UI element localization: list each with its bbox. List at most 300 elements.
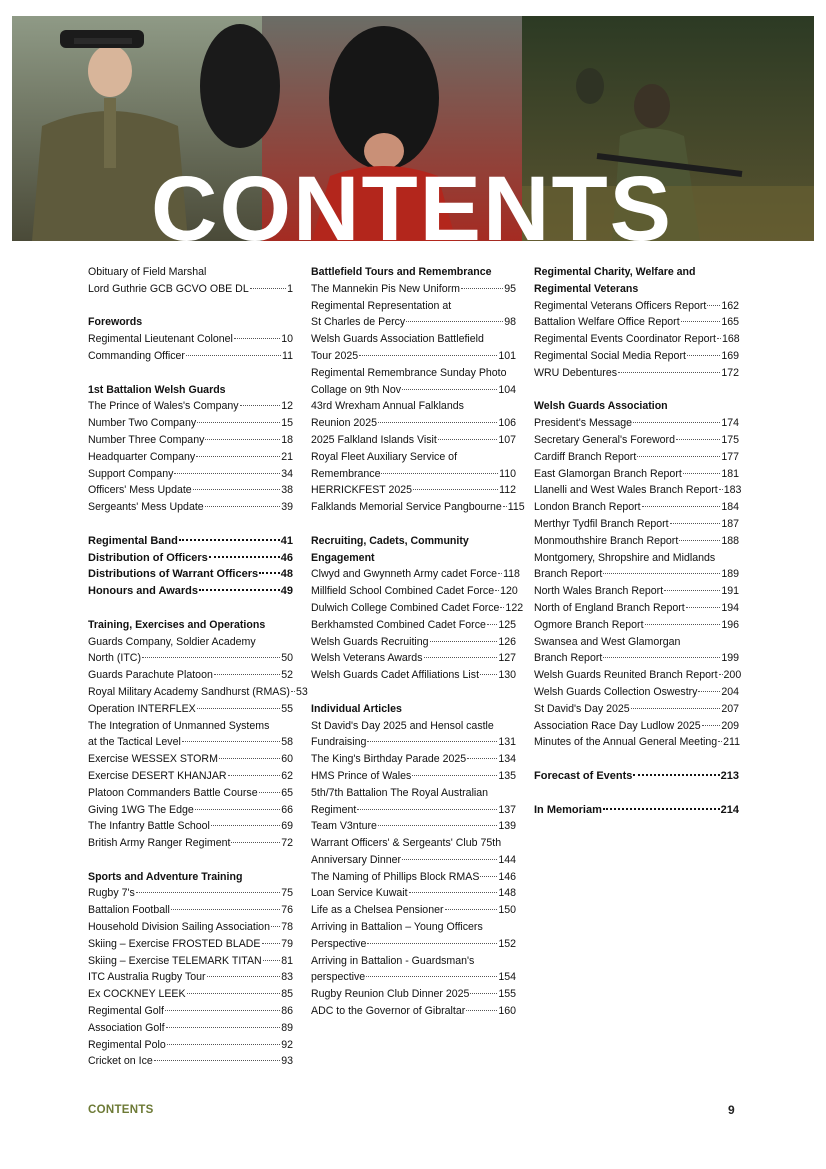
toc-entry-title: North of England Branch Report <box>534 601 685 614</box>
toc-entry-line: Montgomery, Shropshire and Midlands <box>534 551 716 564</box>
toc-entry <box>311 314 516 331</box>
section-heading: Recruiting, Cadets, Community <box>311 534 469 547</box>
dot-leader <box>438 439 497 440</box>
toc-entry-title: Reunion 2025 <box>311 417 377 430</box>
toc-page-number: 137 <box>498 803 516 816</box>
toc-page-number: 144 <box>498 853 516 866</box>
spacer <box>88 298 293 315</box>
toc-page-number: 135 <box>498 769 516 782</box>
toc-entry <box>88 348 293 365</box>
dot-leader <box>167 1044 280 1045</box>
toc-page-number: 69 <box>281 820 293 833</box>
toc-entry-title: Ex COCKNEY LEEK <box>88 988 186 1001</box>
toc-column-3 <box>534 264 742 818</box>
toc-entry <box>88 449 293 466</box>
toc-page-number: 207 <box>721 702 739 715</box>
toc-entry-title: HERRICKFEST 2025 <box>311 484 413 497</box>
dot-leader <box>498 573 502 574</box>
toc-entry <box>534 466 739 483</box>
toc-entry <box>311 499 525 516</box>
toc-entry-title: The Mannekin Pis New Uniform <box>311 282 460 295</box>
toc-entry-line: Swansea and West Glamorgan <box>534 635 681 648</box>
dot-leader <box>171 909 280 910</box>
toc-entry-title: Association Golf <box>88 1021 165 1034</box>
toc-page-number: 110 <box>499 467 516 480</box>
dot-leader <box>719 674 723 675</box>
toc-page-number: 115 <box>507 501 525 514</box>
page-number: 9 <box>728 1103 735 1117</box>
dot-leader <box>603 573 720 574</box>
toc-page-number: 199 <box>721 652 739 665</box>
toc-entry-title: St Charles de Percy <box>311 316 406 329</box>
toc-page-number: 75 <box>281 887 293 900</box>
toc-entry-title: Regiment <box>311 803 357 816</box>
toc-entry-title: Battalion Football <box>88 904 170 917</box>
toc-entry-title: Welsh Guards Collection Oswestry <box>534 685 698 698</box>
toc-page-number: 12 <box>281 400 293 413</box>
toc-entry <box>311 281 516 298</box>
toc-page-number: 1 <box>287 282 293 295</box>
toc-entry <box>311 432 516 449</box>
toc-entry-title: Association Race Day Ludlow 2025 <box>534 719 701 732</box>
toc-entry <box>88 919 293 936</box>
toc-page-number: 78 <box>281 921 293 934</box>
toc-entry <box>88 533 293 550</box>
toc-page-number: 214 <box>720 803 739 816</box>
toc-entry <box>311 667 516 684</box>
toc-entry-title: Team V3nture <box>311 820 377 833</box>
toc-entry <box>534 516 739 533</box>
toc-entry <box>88 768 293 785</box>
toc-entry <box>88 785 293 802</box>
dot-leader <box>413 489 498 490</box>
toc-entry <box>311 936 516 953</box>
toc-entry <box>534 365 739 382</box>
dot-leader <box>487 624 497 625</box>
toc-entry-title: Number Two Company <box>88 417 197 430</box>
toc-entry <box>534 432 739 449</box>
toc-entry <box>311 600 524 617</box>
toc-entry <box>534 718 739 735</box>
toc-page-number: 89 <box>281 1021 293 1034</box>
toc-entry-title: Millfield School Combined Cadet Force <box>311 585 495 598</box>
toc-entry-title: Secretary General's Foreword <box>534 433 675 446</box>
toc-entry <box>311 818 516 835</box>
toc-entry <box>88 701 293 718</box>
section-heading: Sports and Adventure Training <box>88 870 243 883</box>
page-title: CONTENTS <box>151 158 673 241</box>
toc-entry-title: In Memoriam <box>534 803 602 816</box>
dot-leader <box>357 809 497 810</box>
toc-entry <box>88 936 293 953</box>
toc-page-number: 38 <box>281 484 293 497</box>
dot-leader <box>196 456 280 457</box>
toc-page-number: 65 <box>281 786 293 799</box>
toc-entry-line: The Integration of Unmanned Systems <box>88 719 270 732</box>
dot-leader <box>686 607 721 608</box>
section-heading: Individual Articles <box>311 702 402 715</box>
toc-page-number: 53 <box>295 685 308 698</box>
toc-entry <box>534 415 739 432</box>
toc-entry <box>534 566 739 583</box>
toc-entry <box>534 734 739 751</box>
dot-leader <box>359 355 497 356</box>
dot-leader <box>271 926 280 927</box>
footer-section-title: CONTENTS <box>88 1104 154 1116</box>
toc-page-number: 177 <box>721 450 739 463</box>
toc-entry-line: Arriving in Battalion - Guardsman's <box>311 954 475 967</box>
toc-entry-title: Rugby Reunion Club Dinner 2025 <box>311 988 470 1001</box>
toc-entry <box>88 432 293 449</box>
toc-entry <box>311 482 516 499</box>
dot-leader <box>495 590 499 591</box>
toc-entry <box>311 634 516 651</box>
toc-entry <box>88 583 293 600</box>
toc-page-number: 106 <box>498 417 516 430</box>
dot-leader <box>207 976 281 977</box>
dot-leader <box>199 589 280 591</box>
toc-entry-title: ADC to the Governor of Gibraltar <box>311 1005 466 1018</box>
spacer <box>311 516 516 533</box>
toc-page-number: 83 <box>281 971 293 984</box>
toc-page-number: 34 <box>281 467 293 480</box>
dot-leader <box>402 859 497 860</box>
dot-leader <box>234 338 280 339</box>
toc-entry-line: 5th/7th Battalion The Royal Australian <box>311 786 489 799</box>
toc-page-number: 21 <box>281 450 293 463</box>
toc-entry <box>88 499 293 516</box>
dot-leader <box>186 355 281 356</box>
toc-page-number: 188 <box>721 534 739 547</box>
toc-page-number: 183 <box>723 484 742 497</box>
toc-entry-title: Skiing – Exercise FROSTED BLADE <box>88 937 261 950</box>
toc-entry-title: Headquarter Company <box>88 450 196 463</box>
toc-page-number: 60 <box>281 753 293 766</box>
toc-entry <box>311 885 516 902</box>
toc-entry <box>88 466 293 483</box>
dot-leader <box>707 305 720 306</box>
dot-leader <box>291 691 295 692</box>
dot-leader <box>631 708 721 709</box>
toc-entry-title: Honours and Awards <box>88 585 199 598</box>
dot-leader <box>378 825 497 826</box>
section-heading: Battlefield Tours and Remembrance <box>311 266 492 278</box>
toc-entry-title: Anniversary Dinner <box>311 853 402 866</box>
dot-leader <box>717 338 721 339</box>
toc-entry <box>534 768 739 785</box>
toc-entry-title: Remembrance <box>311 467 381 480</box>
toc-page-number: 41 <box>280 534 293 547</box>
toc-entry-title: Guards Parachute Platoon <box>88 669 213 682</box>
dot-leader <box>683 473 721 474</box>
toc-entry <box>534 499 739 516</box>
toc-entry-title: East Glamorgan Branch Report <box>534 467 682 480</box>
toc-page-number: 112 <box>499 484 516 497</box>
toc-entry-title: The King's Birthday Parade 2025 <box>311 753 467 766</box>
dot-leader <box>718 741 722 742</box>
toc-page-number: 104 <box>498 383 516 396</box>
dot-leader <box>179 539 280 541</box>
toc-page-number: 107 <box>498 433 516 446</box>
dot-leader <box>263 960 281 961</box>
toc-entry <box>311 852 516 869</box>
toc-entry <box>311 348 516 365</box>
toc-entry <box>88 281 293 298</box>
dot-leader <box>182 741 280 742</box>
toc-entry-title: Welsh Veterans Awards <box>311 652 423 665</box>
toc-entry-title: Cricket on Ice <box>88 1055 153 1068</box>
toc-entry-line: 43rd Wrexham Annual Falklands <box>311 400 464 413</box>
toc-page-number: 76 <box>281 904 293 917</box>
toc-page-number: 189 <box>721 568 739 581</box>
toc-entry-title: President's Message <box>534 417 633 430</box>
toc-page-number: 92 <box>281 1038 293 1051</box>
dot-leader <box>406 321 503 322</box>
toc-page-number: 85 <box>281 988 293 1001</box>
toc-entry-title: ITC Australia Rugby Tour <box>88 971 206 984</box>
toc-entry <box>311 802 516 819</box>
toc-entry <box>88 650 293 667</box>
dot-leader <box>500 607 504 608</box>
toc-entry <box>311 986 516 1003</box>
toc-entry <box>311 415 516 432</box>
toc-entry <box>534 348 739 365</box>
toc-page-number: 122 <box>505 601 524 614</box>
toc-entry-title: Life as a Chelsea Pensioner <box>311 904 444 917</box>
toc-entry-title: Regimental Social Media Report <box>534 349 686 362</box>
toc-entry <box>88 415 293 432</box>
dot-leader <box>193 489 281 490</box>
toc-page-number: 126 <box>498 635 516 648</box>
toc-entry-title: Welsh Guards Cadet Affiliations List <box>311 669 480 682</box>
section-heading: Forewords <box>88 316 143 329</box>
dot-leader <box>378 422 497 423</box>
toc-page-number: 66 <box>281 803 293 816</box>
toc-entry-title: Distribution of Officers <box>88 551 208 564</box>
toc-page-number: 174 <box>721 417 739 430</box>
dot-leader <box>250 288 286 289</box>
toc-entry <box>534 650 739 667</box>
dot-leader <box>367 943 497 944</box>
toc-entry <box>88 1053 293 1070</box>
spacer <box>534 382 739 399</box>
dot-leader <box>154 1060 280 1061</box>
toc-entry-title: Rugby 7's <box>88 887 135 900</box>
toc-entry <box>311 583 516 600</box>
toc-page-number: 120 <box>500 585 518 598</box>
toc-page-number: 172 <box>721 366 739 379</box>
toc-page-number: 72 <box>281 837 293 850</box>
toc-entry <box>311 768 516 785</box>
toc-entry <box>534 617 739 634</box>
spacer <box>88 600 293 617</box>
toc-entry-title: Exercise WESSEX STORM <box>88 753 218 766</box>
spacer <box>88 365 293 382</box>
toc-page-number: 200 <box>723 669 742 682</box>
dot-leader <box>618 372 720 373</box>
toc-entry-title: Regimental Lieutenant Colonel <box>88 333 233 346</box>
section-heading: 1st Battalion Welsh Guards <box>88 383 226 396</box>
toc-entry <box>534 449 739 466</box>
toc-page-number: 134 <box>498 753 516 766</box>
toc-entry <box>534 583 739 600</box>
toc-entry <box>534 802 739 819</box>
dot-leader <box>702 725 721 726</box>
toc-entry-title: at the Tactical Level <box>88 736 181 749</box>
dot-leader <box>645 624 721 625</box>
toc-entry <box>311 617 516 634</box>
dot-leader <box>670 523 721 524</box>
toc-entry-title: Royal Military Academy Sandhurst (RMAS) <box>88 685 290 698</box>
toc-entry-title: Fundraising <box>311 736 367 749</box>
toc-entry-title: Regimental Golf <box>88 1005 164 1018</box>
toc-entry <box>311 751 516 768</box>
dot-leader <box>166 1027 281 1028</box>
toc-page-number: 175 <box>721 433 739 446</box>
dot-leader <box>211 825 280 826</box>
toc-page-number: 130 <box>498 669 516 682</box>
toc-entry <box>88 835 293 852</box>
toc-page-number: 131 <box>498 736 516 749</box>
toc-entry <box>88 550 293 567</box>
toc-page-number: 81 <box>281 954 293 967</box>
dot-leader <box>366 976 497 977</box>
toc-entry-line: Warrant Officers' & Sergeants' Club 75th <box>311 837 502 850</box>
toc-entry <box>311 1003 516 1020</box>
toc-entry-title: Perspective <box>311 937 367 950</box>
toc-entry <box>534 331 739 348</box>
toc-page-number: 50 <box>281 652 293 665</box>
toc-page-number: 213 <box>720 769 739 782</box>
dot-leader <box>195 809 280 810</box>
dot-leader <box>197 708 280 709</box>
toc-page-number: 95 <box>504 282 516 295</box>
toc-entry-title: Dulwich College Combined Cadet Force <box>311 601 500 614</box>
dot-leader <box>240 405 281 406</box>
toc-page-number: 204 <box>721 685 739 698</box>
toc-entry-title: perspective <box>311 971 366 984</box>
section-heading: Engagement <box>311 551 375 564</box>
toc-entry <box>311 902 516 919</box>
toc-column-2 <box>311 264 525 1020</box>
toc-entry-title: Giving 1WG The Edge <box>88 803 194 816</box>
toc-entry-title: Regimental Polo <box>88 1038 166 1051</box>
toc-entry-title: 2025 Falkland Islands Visit <box>311 433 437 446</box>
toc-entry-title: The Naming of Phillips Block RMAS <box>311 870 480 883</box>
toc-entry <box>311 969 516 986</box>
toc-entry-title: Loan Service Kuwait <box>311 887 408 900</box>
toc-entry <box>88 1037 293 1054</box>
toc-page-number: 152 <box>498 937 516 950</box>
toc-entry <box>88 802 293 819</box>
toc-entry-title: Operation INTERFLEX <box>88 702 196 715</box>
toc-entry-title: Clwyd and Gwynneth Army cadet Force <box>311 568 498 581</box>
toc-page-number: 181 <box>721 467 739 480</box>
dot-leader <box>445 909 498 910</box>
dot-leader <box>209 556 280 558</box>
dot-leader <box>470 993 497 994</box>
toc-page-number: 168 <box>721 333 740 346</box>
dot-leader <box>719 489 723 490</box>
toc-page-number: 154 <box>498 971 516 984</box>
toc-page-number: 18 <box>281 433 293 446</box>
toc-entry <box>534 298 739 315</box>
toc-column-1 <box>88 264 308 1070</box>
toc-page-number: 118 <box>503 568 520 581</box>
toc-entry <box>311 650 516 667</box>
toc-entry-title: The Prince of Wales's Company <box>88 400 239 413</box>
toc-page-number: 209 <box>721 719 739 732</box>
dot-leader <box>381 473 498 474</box>
toc-page-number: 39 <box>281 501 293 514</box>
toc-page-number: 187 <box>721 517 739 530</box>
toc-page-number: 10 <box>281 333 293 346</box>
dot-leader <box>231 842 280 843</box>
toc-entry <box>88 969 293 986</box>
dot-leader <box>642 506 721 507</box>
toc-entry-title: HMS Prince of Wales <box>311 769 412 782</box>
spacer <box>534 751 739 768</box>
toc-entry-title: Collage on 9th Nov <box>311 383 402 396</box>
toc-entry <box>534 701 739 718</box>
toc-page-number: 150 <box>498 904 516 917</box>
toc-page-number: 162 <box>721 299 739 312</box>
toc-page-number: 101 <box>498 349 516 362</box>
dot-leader <box>228 775 281 776</box>
toc-entry-line: Welsh Guards Association Battlefield <box>311 333 484 346</box>
toc-page-number: 184 <box>721 501 739 514</box>
dot-leader <box>367 741 497 742</box>
toc-entry-title: Merthyr Tydfil Branch Report <box>534 517 669 530</box>
toc-entry <box>534 684 739 701</box>
dot-leader <box>461 288 503 289</box>
toc-entry-title: Cardiff Branch Report <box>534 450 637 463</box>
toc-entry <box>88 986 293 1003</box>
toc-entry-title: London Branch Report <box>534 501 641 514</box>
toc-entry-title: Forecast of Events <box>534 769 633 782</box>
dot-leader <box>503 506 507 507</box>
toc-entry-title: Officers' Mess Update <box>88 484 192 497</box>
dot-leader <box>136 892 280 893</box>
toc-entry-line: Guards Company, Soldier Academy <box>88 635 256 648</box>
spacer <box>88 516 293 533</box>
dot-leader <box>424 657 498 658</box>
toc-entry <box>311 382 516 399</box>
toc-entry-title: Commanding Officer <box>88 349 185 362</box>
toc-page-number: 11 <box>282 349 293 362</box>
toc-entry-title: Welsh Guards Recruiting <box>311 635 429 648</box>
toc-entry-title: Skiing – Exercise TELEMARK TITAN <box>88 954 262 967</box>
toc-page-number: 155 <box>498 988 516 1001</box>
dot-leader <box>603 657 720 658</box>
toc-entry-line: Royal Fleet Auxiliary Service of <box>311 450 458 463</box>
toc-entry <box>88 331 293 348</box>
toc-entry-title: Minutes of the Annual General Meeting <box>534 736 718 749</box>
toc-entry-title: Branch Report <box>534 652 603 665</box>
toc-entry-title: Regimental Band <box>88 534 178 547</box>
toc-entry <box>534 667 742 684</box>
toc-page-number: 58 <box>281 736 293 749</box>
toc-entry-title: The Infantry Battle School <box>88 820 210 833</box>
dot-leader <box>430 641 498 642</box>
toc-entry-title: Number Three Company <box>88 433 205 446</box>
dot-leader <box>205 439 280 440</box>
toc-entry <box>88 902 293 919</box>
toc-page-number: 62 <box>281 769 293 782</box>
toc-entry-title: Regimental Veterans Officers Report <box>534 299 707 312</box>
toc-entry <box>88 734 293 751</box>
toc-entry-title: Sergeants' Mess Update <box>88 501 204 514</box>
